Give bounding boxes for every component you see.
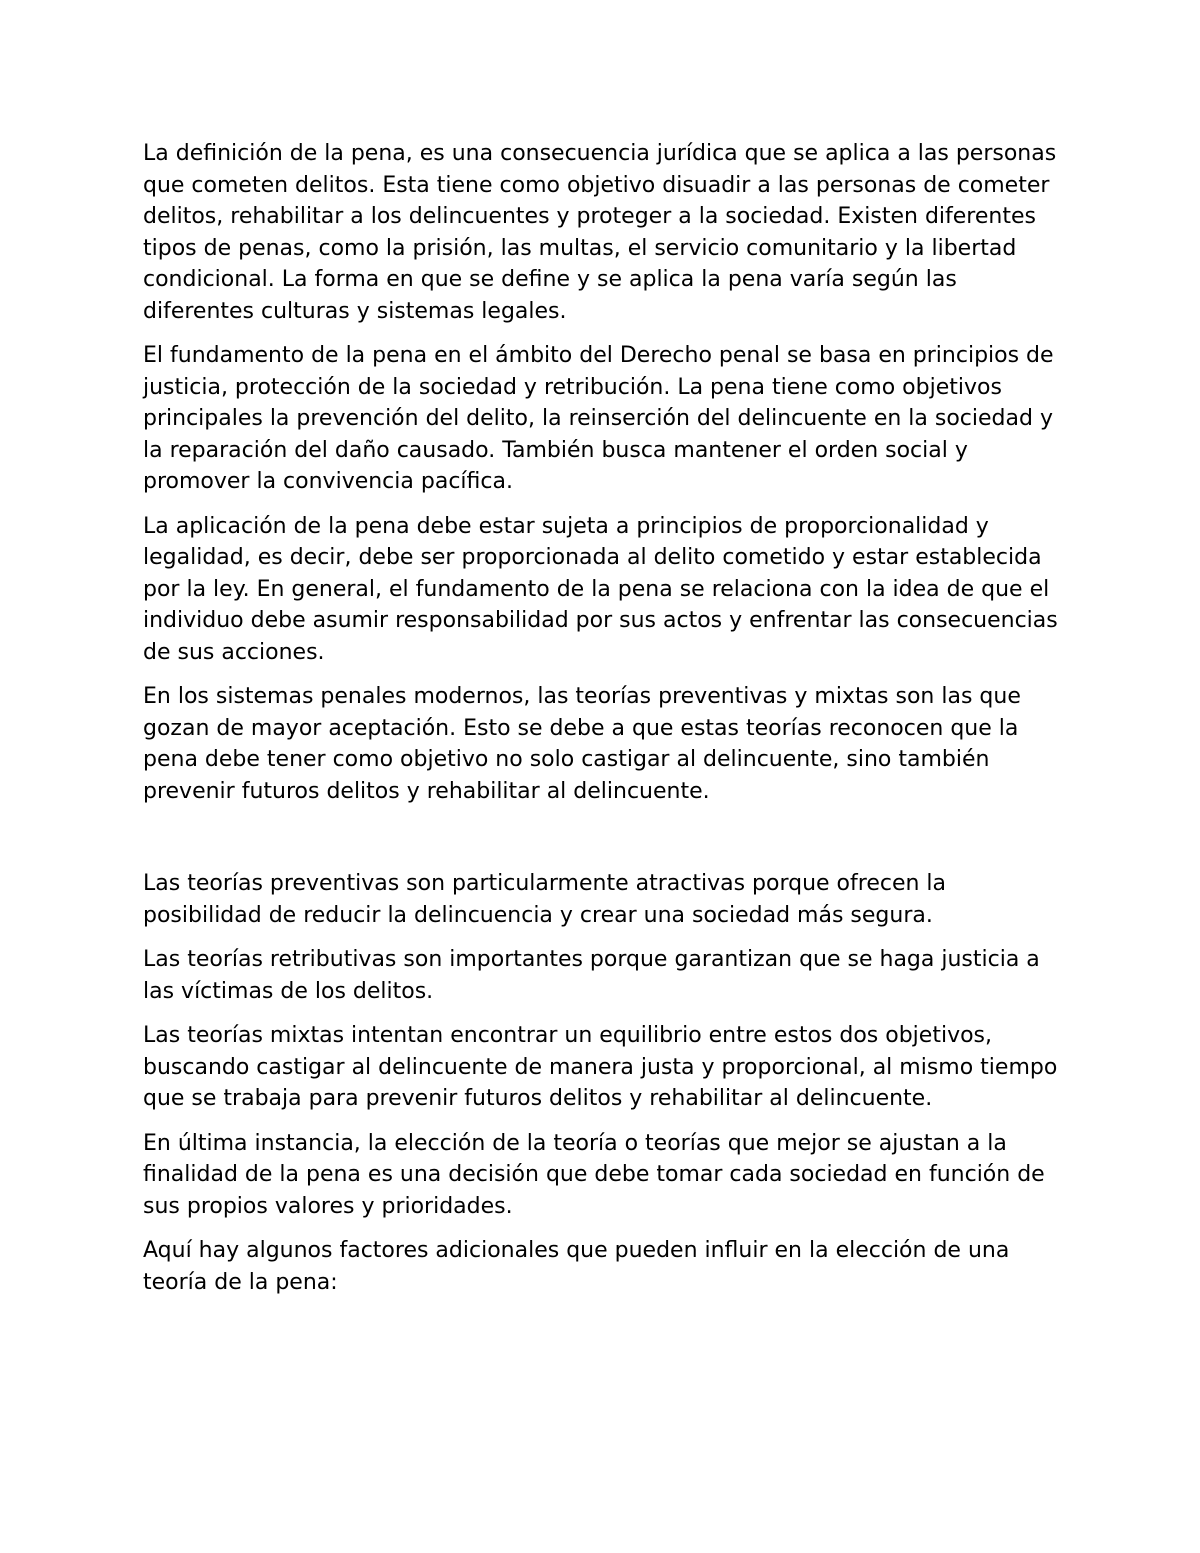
paragraph-ultima-instancia: En última instancia, la elección de la teoría o teorías que mejor se ajustan a la finalidad de la pena es una decisión que debe tomar cada sociedad en función de sus propios valores y prioridades. [143,1130,1045,1219]
paragraph-spacer [143,820,1058,868]
paragraph-sistemas-penales: En los sistemas penales modernos, las teorías preventivas y mixtas son las que gozan de mayor aceptación. Esto se debe a que estas teorías reconocen que la pena debe tener como objetivo no solo castigar al delincuente, sino también prevenir futuros delitos y rehabilitar al delincuente. [143,684,1021,804]
paragraph-teorias-retributivas: Las teorías retributivas son importantes porque garantizan que se haga justicia a las víctimas de los delitos. [143,947,1040,1004]
paragraph-fundamento-pena: El fundamento de la pena en el ámbito del Derecho penal se basa en principios de justicia, protección de la sociedad y retribución. La pena tiene como objetivos principales la prevención del delito, la reinserción del delincuente en la sociedad y la reparación del daño causado. También busca mantener el orden social y promover la convivencia pacífica. [143,343,1054,494]
paragraph-factores-adicionales: Aquí hay algunos factores adicionales que pueden influir en la elección de una teoría de la pena: [143,1238,1010,1295]
paragraph-aplicacion-pena: La aplicación de la pena debe estar sujeta a principios de proporcionalidad y legalidad, es decir, debe ser proporcionada al delito cometido y estar establecida por la ley. En general, el fundamento de la pena se relaciona con la idea de que el individuo debe asumir responsabilidad por sus actos y enfrentar las consecuencias de sus acciones. [143,513,1058,665]
document-body [143,138,1058,1311]
paragraph-teorias-mixtas: Las teorías mixtas intentan encontrar un equilibrio entre estos dos objetivos, buscando castigar al delincuente de manera justa y proporcional, al mismo tiempo que se trabaja para prevenir futuros delitos y rehabilitar al delincuente. [143,1023,1058,1111]
paragraph-definicion-pena: La definición de la pena, es una consecuencia jurídica que se aplica a las personas que cometen delitos. Esta tiene como objetivo disuadir a las personas de cometer delitos, rehabilitar a los delincuentes y proteger a la sociedad. Existen diferentes tipos de penas, como la prisión, las multas, el servicio comunitario y la libertad condicional. La forma en que se define y se aplica la pena varía según las diferentes culturas y sistemas legales. [143,141,1057,324]
paragraph-teorias-preventivas: Las teorías preventivas son particularmente atractivas porque ofrecen la posibilidad de reducir la delincuencia y crear una sociedad más segura. [143,871,947,928]
